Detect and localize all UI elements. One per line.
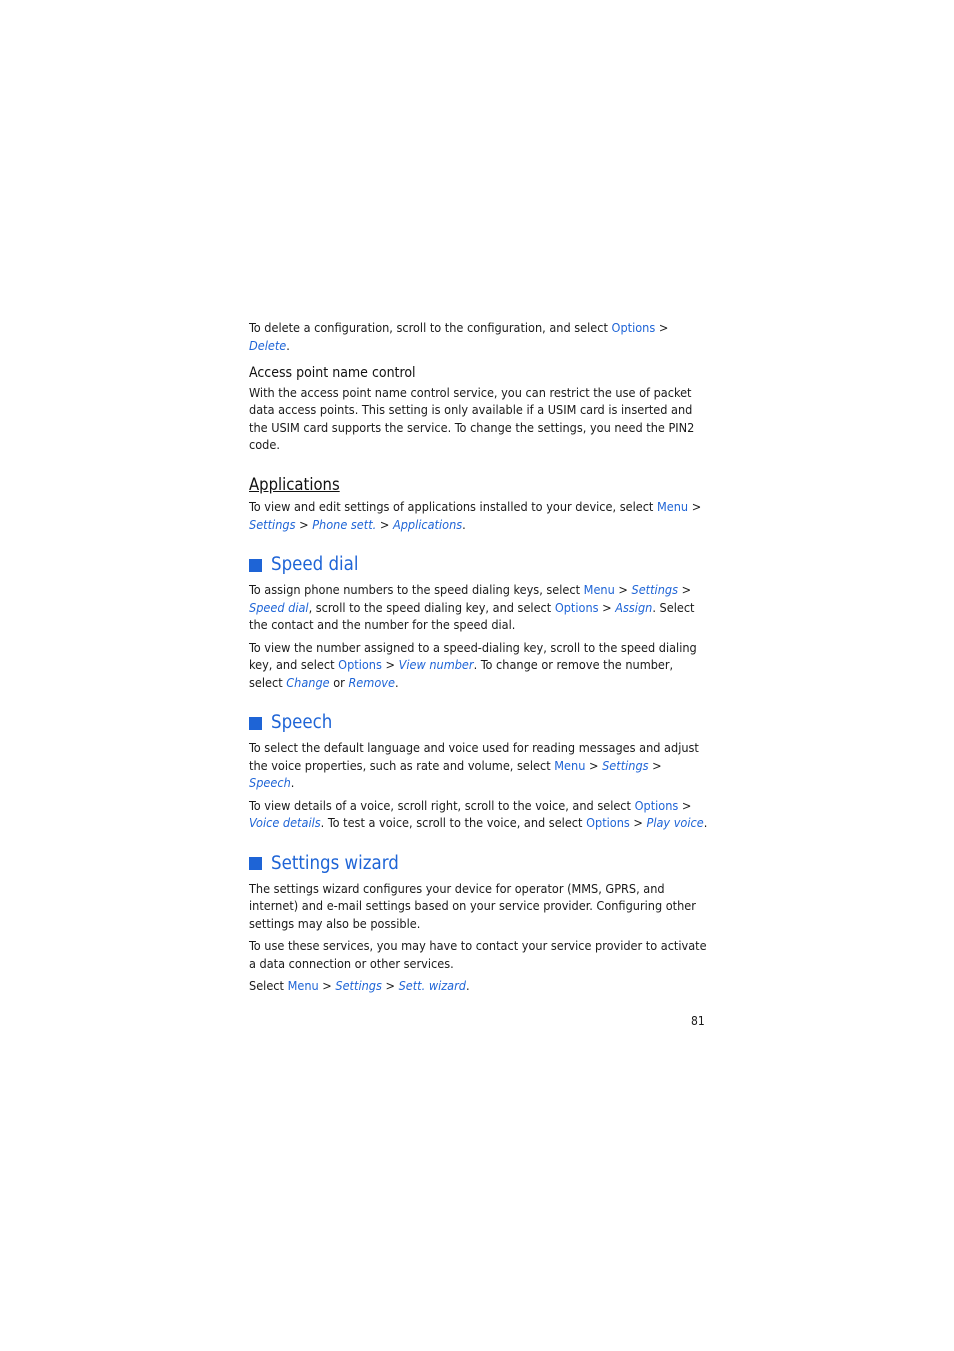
- separator: >: [648, 757, 662, 773]
- separator: >: [598, 599, 616, 615]
- separator: >: [614, 582, 632, 597]
- change-ref: Change: [286, 674, 330, 690]
- speed-dial-paragraph-1: [249, 581, 709, 634]
- menu-ref: Menu: [583, 582, 615, 597]
- text: .: [394, 674, 399, 690]
- options-ref: Options: [634, 797, 679, 813]
- section-square-icon: [249, 857, 262, 870]
- play-voice-ref: Play voice: [646, 815, 704, 830]
- settings-ref: Settings: [602, 757, 649, 773]
- separator: >: [318, 978, 336, 993]
- settings-wizard-heading: [249, 853, 709, 875]
- settings-wizard-paragraph-2: To use these services, you may have to contact your service provider to activate a data connection or other services.: [249, 938, 707, 971]
- speech-paragraph-2: [249, 797, 709, 832]
- text: .: [286, 337, 290, 353]
- delete-configuration-paragraph: [249, 319, 709, 354]
- settings-ref: Settings: [249, 516, 296, 532]
- options-ref: Options: [586, 815, 630, 830]
- text: .: [703, 815, 708, 830]
- section-title: Speed dial: [271, 554, 359, 575]
- assign-ref: Assign: [615, 599, 653, 615]
- options-menu-ref: Options: [611, 320, 656, 335]
- separator: >: [629, 815, 647, 830]
- section-square-icon: [249, 559, 262, 572]
- text: or: [329, 674, 349, 690]
- text: To select the default language and voice used for reading messages and adjust the voice properties, such as rate and volume, select: [249, 740, 699, 773]
- menu-ref: Menu: [287, 978, 319, 993]
- separator: >: [381, 657, 399, 672]
- page-content: [249, 319, 709, 1000]
- text: . Select the contact and the number for the speed dial.: [249, 599, 695, 632]
- text: , scroll to the speed dialing key, and select: [308, 599, 555, 615]
- separator: >: [381, 978, 399, 993]
- text: Select: [249, 978, 288, 993]
- text: To view and edit settings of applications installed to your device, select: [249, 499, 657, 514]
- separator: >: [655, 320, 669, 335]
- text: . To test a voice, scroll to the voice, and select: [320, 815, 587, 830]
- separator: >: [295, 516, 313, 532]
- text: To view details of a voice, scroll right, scroll to the voice, and select: [249, 797, 635, 813]
- separator: >: [688, 499, 702, 514]
- text: .: [462, 516, 466, 532]
- settings-wizard-paragraph-1: The settings wizard configures your device for operator (MMS, GPRS, and internet) and e-mail settings based on your service provider. Configuring other settings may also be possible.: [249, 880, 696, 931]
- phone-sett-ref: Phone sett.: [312, 516, 377, 532]
- settings-ref: Settings: [335, 978, 382, 993]
- view-number-ref: View number: [398, 657, 474, 672]
- separator: >: [585, 757, 603, 773]
- text: To assign phone numbers to the speed dialing keys, select: [249, 582, 584, 597]
- applications-ref: Applications: [392, 516, 463, 532]
- settings-wizard-paragraph-3: [249, 977, 709, 995]
- sett-wizard-ref: Sett. wizard: [398, 978, 466, 993]
- speech-heading: [249, 712, 709, 734]
- voice-details-ref: Voice details: [249, 815, 321, 830]
- text: To view the number assigned to a speed-dialing key, scroll to the speed dialing key, and select: [249, 639, 697, 672]
- access-point-name-control-paragraph: With the access point name control service, you can restrict the use of packet data access points. This setting is only available if a USIM card is inserted and the USIM card supports the service. To change the settings, you need the PIN2 code.: [249, 384, 695, 452]
- text: .: [465, 978, 470, 993]
- speed-dial-ref: Speed dial: [249, 599, 309, 615]
- page-number: 81: [691, 1014, 705, 1028]
- section-square-icon: [249, 717, 262, 730]
- speech-paragraph-1: [249, 739, 709, 792]
- options-ref: Options: [554, 599, 599, 615]
- text: .: [290, 775, 295, 790]
- separator: >: [376, 516, 393, 532]
- text: To delete a configuration, scroll to the configuration, and select: [249, 320, 612, 335]
- separator: >: [677, 582, 692, 597]
- remove-ref: Remove: [348, 674, 395, 690]
- section-title: Settings wizard: [271, 852, 399, 874]
- menu-ref: Menu: [554, 757, 586, 773]
- separator: >: [678, 797, 692, 813]
- speed-dial-heading: [249, 554, 709, 576]
- delete-menu-ref: Delete: [249, 337, 287, 353]
- settings-ref: Settings: [631, 582, 678, 597]
- access-point-name-control-heading: Access point name control: [249, 365, 416, 381]
- speech-ref: Speech: [249, 775, 291, 790]
- speed-dial-paragraph-2: [249, 639, 709, 692]
- options-ref: Options: [338, 657, 382, 672]
- menu-ref: Menu: [656, 499, 689, 514]
- text: . To change or remove the number, select: [249, 657, 674, 690]
- applications-paragraph: [249, 498, 709, 533]
- section-title: Speech: [271, 712, 333, 733]
- applications-heading: Applications: [249, 474, 340, 494]
